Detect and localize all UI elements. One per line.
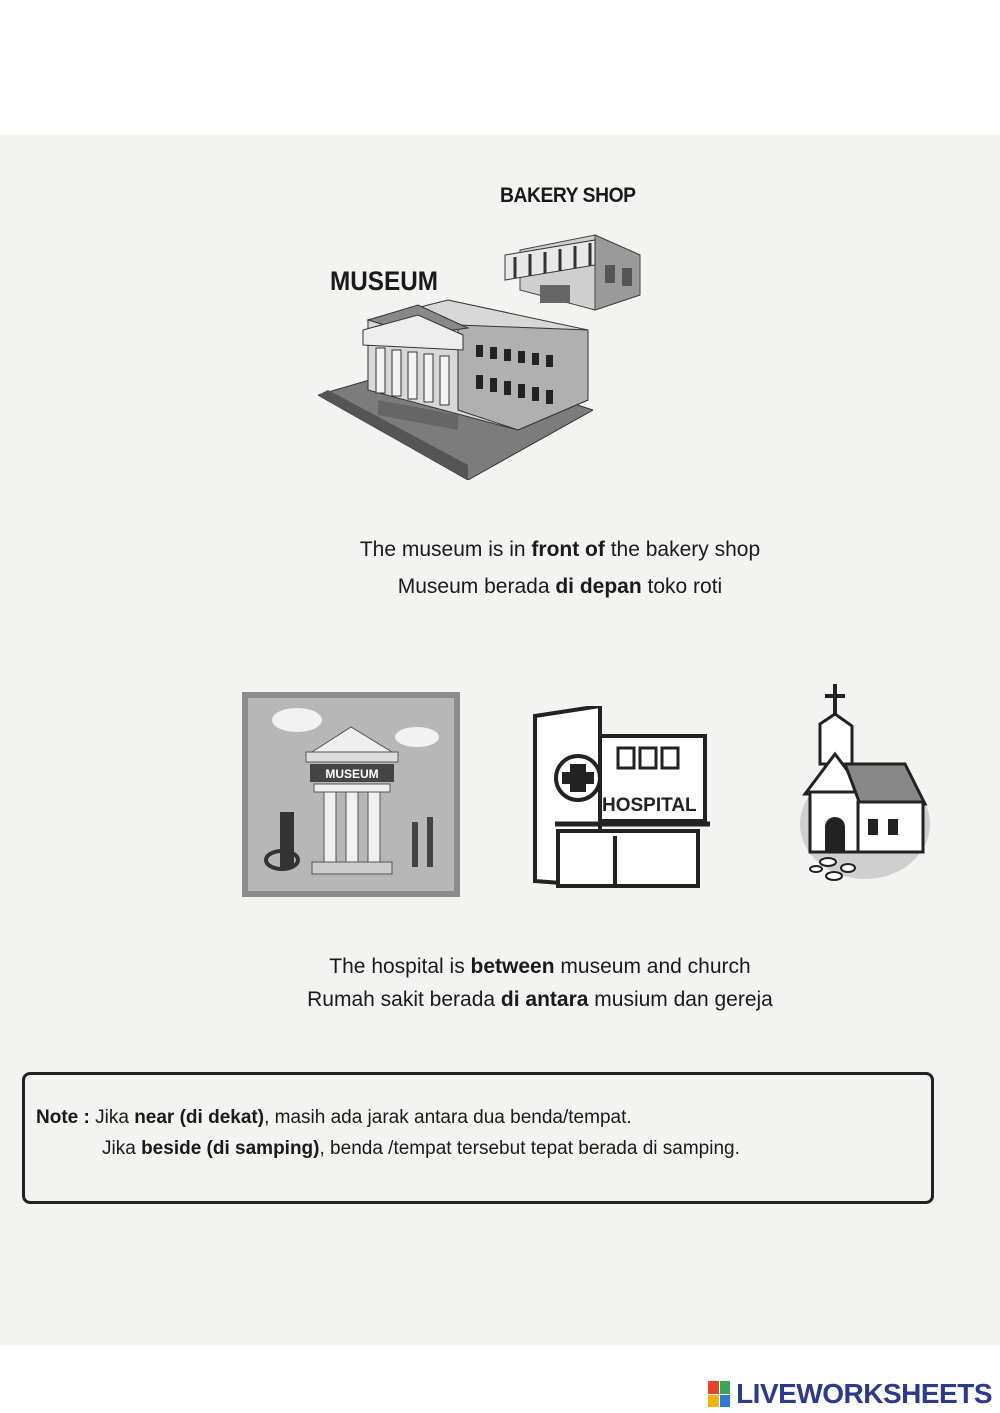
bakery-shop-label: BAKERY SHOP (500, 184, 636, 207)
example2-indonesian: Rumah sakit berada di antara musium dan gereja (307, 988, 773, 1011)
liveworksheets-logo (708, 1378, 992, 1410)
note-line-1: Note : Jika near (di dekat), masih ada jarak antara dua benda/tempat. (36, 1107, 632, 1128)
museum-sign-text: MUSEUM (325, 767, 379, 781)
example1-english: The museum is in front of the bakery shop (359, 538, 761, 561)
museum-icon-image (242, 692, 460, 897)
hospital-sign-text: HOSPITAL (602, 795, 697, 816)
example1-indonesian: Museum berada di depan toko roti (397, 575, 723, 598)
hospital-icon-image (530, 706, 715, 891)
liveworksheets-brand: LIVEWORKSHEETS (736, 1378, 992, 1409)
church-icon-image (790, 684, 940, 889)
example2-english: The hospital is between museum and church (329, 955, 751, 978)
note-line-2: Jika beside (di samping), benda /tempat tersebut tepat berada di samping. (102, 1138, 740, 1159)
museum-building-image (318, 290, 593, 480)
museum-label: MUSEUM (330, 266, 438, 296)
liveworksheets-badge-icon (708, 1381, 730, 1407)
